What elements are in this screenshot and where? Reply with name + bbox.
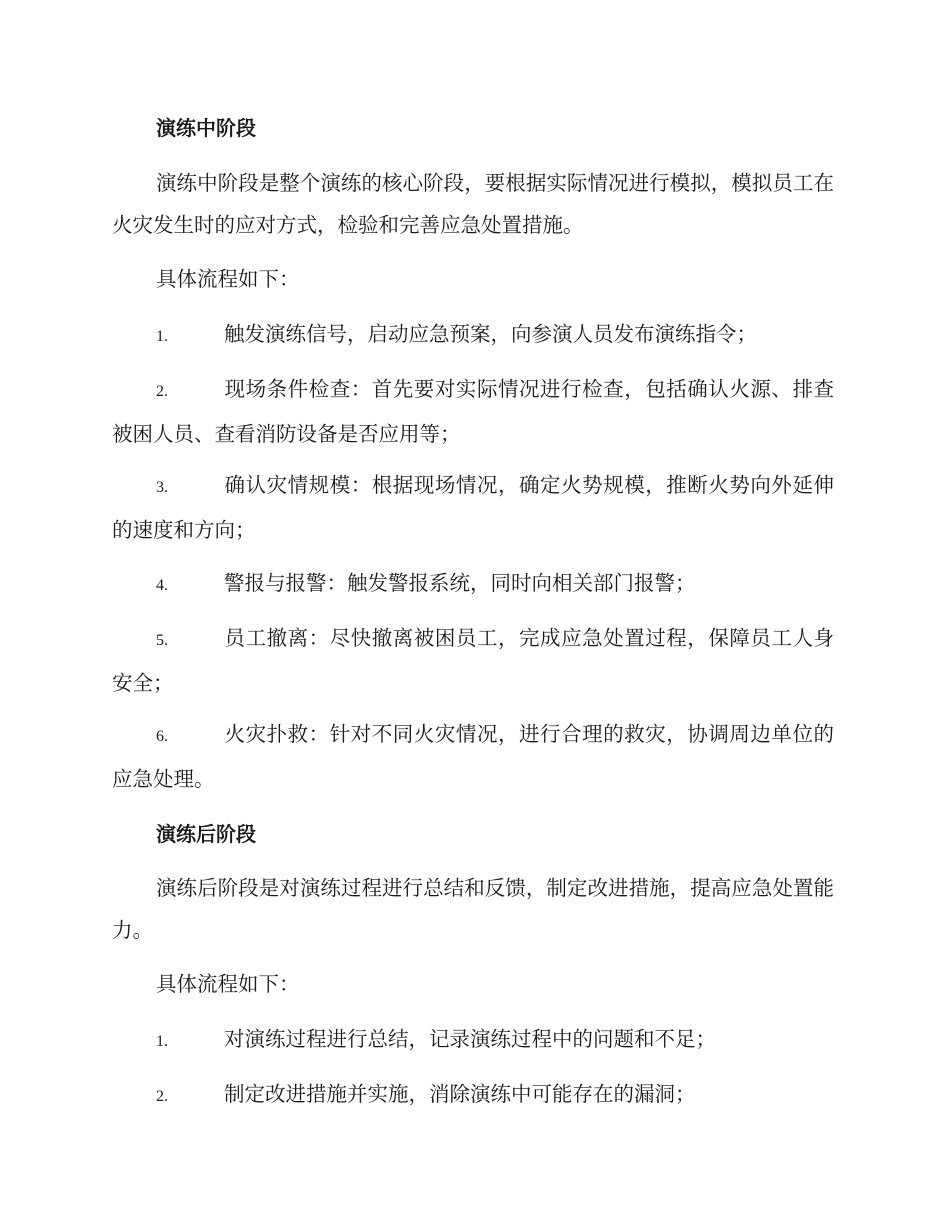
list-item-text: 员工撤离：尽快撤离被困员工，完成应急处置过程，保障员工人身安全；	[112, 626, 834, 695]
list-item-number: 4.	[156, 577, 168, 594]
list-item-text: 现场条件检查：首先要对实际情况进行检查，包括确认火源、排查被困人员、查看消防设备是否应用等；	[112, 377, 834, 446]
list-item-text: 对演练过程进行总结，记录演练过程中的问题和不足；	[224, 1027, 716, 1051]
section-heading-after-drill: 演练后阶段	[156, 822, 256, 846]
list-item	[112, 713, 834, 800]
list-item-number: 1.	[156, 1033, 168, 1050]
list-item-number: 5.	[156, 632, 168, 649]
section-intro-during-drill: 演练中阶段是整个演练的核心阶段，要根据实际情况进行模拟，模拟员工在火灾发生时的应对方式，检验和完善应急处置措施。	[112, 171, 834, 237]
list-item-text: 火灾扑救：针对不同火灾情况，进行合理的救灾，协调周边单位的应急处理。	[112, 722, 834, 791]
list-item	[112, 617, 834, 704]
list-item	[112, 368, 834, 455]
flow-label-during-drill: 具体流程如下：	[156, 267, 300, 291]
list-item-text: 警报与报警：触发警报系统，同时向相关部门报警；	[224, 571, 696, 595]
flow-label-after-drill: 具体流程如下：	[156, 972, 300, 996]
list-item-number: 6.	[156, 728, 168, 745]
list-item-number: 1.	[156, 328, 168, 345]
list-item	[112, 1073, 834, 1118]
list-item-number: 3.	[156, 479, 168, 496]
list-item	[112, 1018, 834, 1063]
list-item	[112, 562, 834, 607]
section-intro-after-drill: 演练后阶段是对演练过程进行总结和反馈，制定改进措施，提高应急处置能力。	[112, 876, 834, 942]
list-item-text: 触发演练信号，启动应急预案，向参演人员发布演练指令；	[224, 322, 757, 346]
list-item-text: 制定改进措施并实施，消除演练中可能存在的漏洞；	[224, 1082, 696, 1106]
section-heading-during-drill: 演练中阶段	[156, 116, 256, 140]
list-item-number: 2.	[156, 383, 168, 400]
list-item	[112, 313, 834, 358]
list-item-number: 2.	[156, 1088, 168, 1105]
list-item	[112, 464, 834, 551]
list-item-text: 确认灾情规模：根据现场情况，确定火势规模，推断火势向外延伸的速度和方向；	[112, 473, 834, 542]
